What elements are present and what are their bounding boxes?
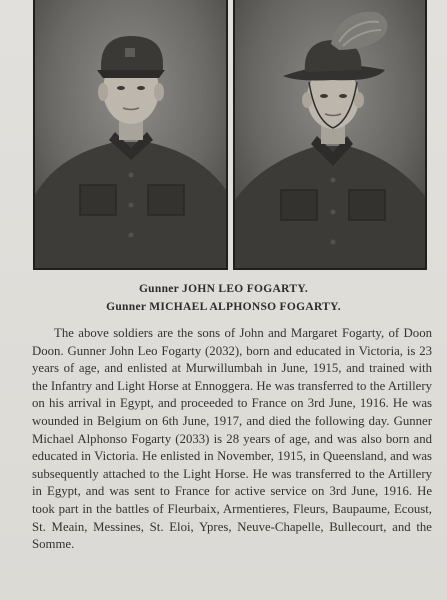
soldier-portrait-left [35, 0, 226, 268]
caption-line-1: Gunner JOHN LEO FOGARTY. [138, 283, 309, 295]
biography-paragraph: The above soldiers are the sons of John and Margaret Fogarty, of Doon Doon. Gunner John Leo Fogarty (2032), born and educated in Victoria, is 23 years of age, and enlisted at Murwillumbah in June, 1915, and trained with the Infantry and Light Horse at Ennoggera. He was transferred to the Artillery on his arrival in Egypt, and proceeded to France on 3rd June, 1916. He was wounded in Belgium on 6th June, 1917, and died the following day. Gunner Michael Alphonso Fogarty (2033) is 28 years of age, and was also born and educated in Victoria. He enlisted in November, 1915, in Queensland, and was subsequently attached to the Light Horse. He was transferred to the Artillery in Egypt, and was sent to France for active service on 3rd June, 1916. He took part in the battles of Fleurbaix, Armentieres, Fleurs, Baupaume, Ecoust, St. Meain, Messines, St. Eloi, Ypres, Neuve-Chapelle, Bullecourt, and the Somme. [32, 326, 432, 552]
portrait-photo-left [33, 0, 228, 270]
caption-line-2: Gunner MICHAEL ALPHONSO FOGARTY. [106, 301, 341, 313]
soldier-portrait-right [235, 0, 425, 268]
biography-text [32, 325, 432, 554]
portrait-photo-right [233, 0, 427, 270]
